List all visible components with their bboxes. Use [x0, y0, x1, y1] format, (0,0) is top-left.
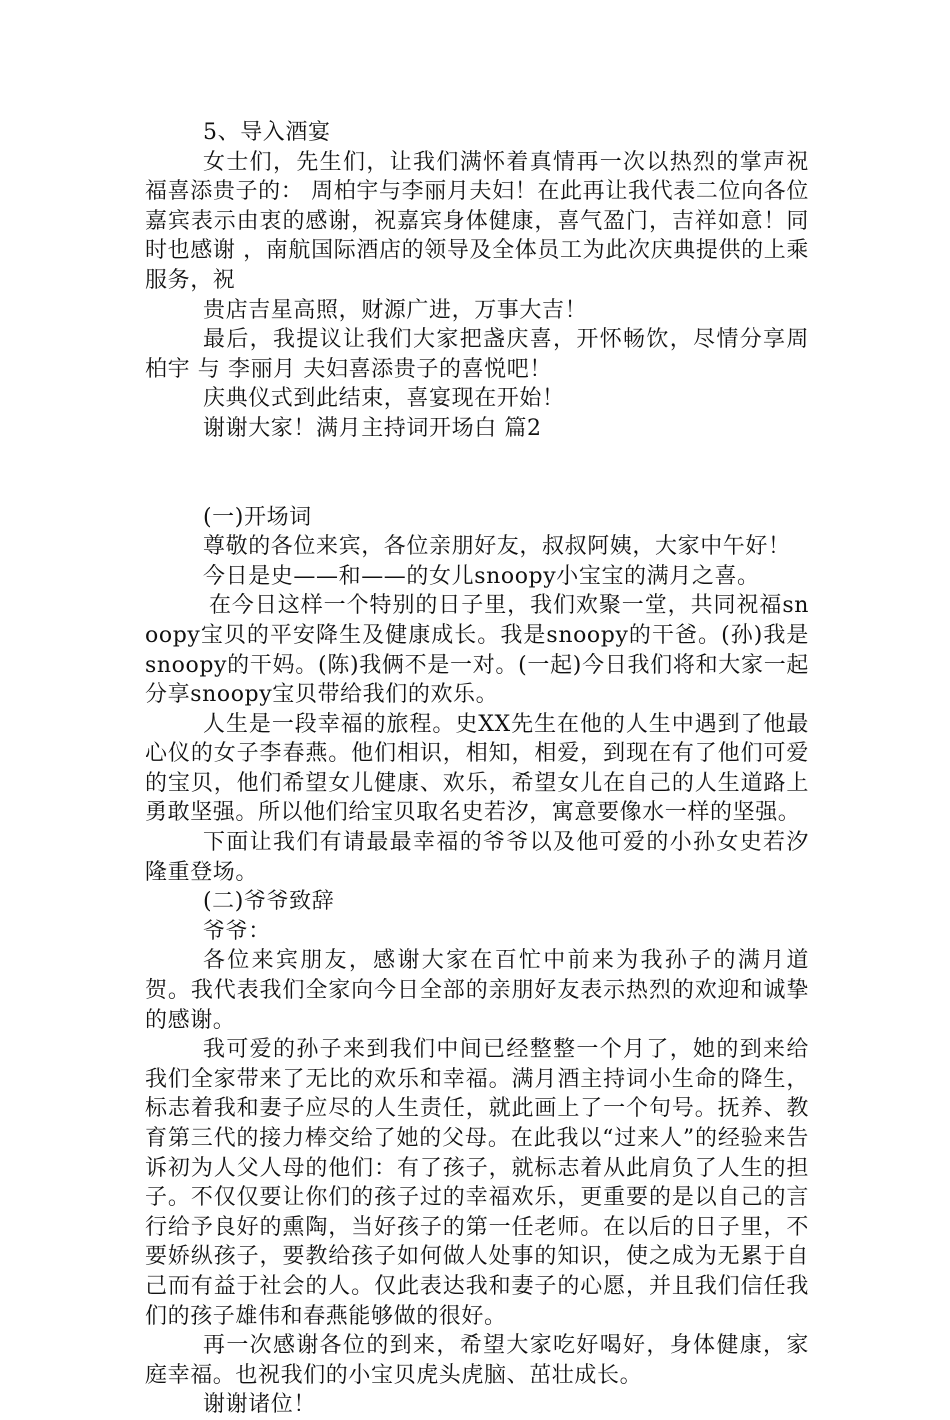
paragraph-hosts-intro: 在今日这样一个特别的日子里，我们欢聚一堂，共同祝福snoopy宝贝的平安降生及健康成长。我是snoopy的干爸。(孙)我是snoopy的干妈。(陈)我俩不是一对。(一起)今日我们将和大家一起分享snoopy宝贝带给我们的欢乐。 — [145, 593, 809, 708]
paragraph-grandchild-blessing: 我可爱的孙子来到我们中间已经整整一个月了，她的到来给我们全家带来了无比的欢乐和幸福。满月酒主持词小生命的降生，标志着我和妻子应尽的人生责任，就此画上了一个句号。抚养、教育第三代的接力棒交给了她的父母。在此我以“过来人”的经验来告诉初为人父人母的他们：有了孩子，就标志着从此肩负了人生的担子。不仅仅要让你们的孩子过的幸福欢乐，更重要的是以自己的言行给予良好的熏陶，当好孩子的第一任老师。在以后的日子里，不要娇纵孩子，要教给孩子如何做人处事的知识，使之成为无累于自己而有益于社会的人。仅此表达我和妻子的心愿，并且我们信任我们的孩子雄伟和春燕能够做的很好。 — [145, 1037, 809, 1329]
paragraph-final-toast: 最后，我提议让我们大家把盏庆喜，开怀畅饮，尽情分享周柏宇 与 李丽月 夫妇喜添贵子的喜悦吧！ — [145, 327, 809, 382]
paragraph-invite-grandpa: 下面让我们有请最最幸福的爷爷以及他可爱的小孙女史若汐隆重登场。 — [145, 830, 809, 885]
paragraph-greeting: 尊敬的各位来宾，各位亲朋好友，叔叔阿姨，大家中午好！ — [203, 534, 791, 560]
paragraph-occasion: 今日是史——和——的女儿snoopy小宝宝的满月之喜。 — [203, 563, 760, 589]
heading-grandpa-speech: (二)爷爷致辞 — [203, 889, 335, 915]
paragraph-welcome-guests: 各位来宾朋友，感谢大家在百忙中前来为我孙子的满月道贺。我代表我们全家向今日全部的亲朋好友表示热烈的欢迎和诚挚的感谢。 — [145, 948, 809, 1033]
heading-opening-words: (一)开场词 — [203, 504, 312, 530]
document-body — [145, 118, 809, 1420]
paragraph-ceremony-end: 庆典仪式到此结束，喜宴现在开始！ — [203, 386, 565, 412]
paragraph-hotel-wishes: 贵店吉星高照，财源广进，万事大吉！ — [203, 297, 588, 323]
paragraph-final-thanks: 谢谢诸位！ — [203, 1392, 317, 1418]
heading-import-banquet: 5、导入酒宴 — [203, 120, 331, 145]
paragraph-thanks-part2-title: 谢谢大家！满月主持词开场白 篇2 — [203, 415, 542, 441]
section-spacer — [145, 444, 809, 503]
paragraph-closing-wishes: 再一次感谢各位的到来，希望大家吃好喝好，身体健康，家庭幸福。也祝我们的小宝贝虎头虎脑、茁壮成长。 — [145, 1333, 809, 1388]
paragraph-blessing-toast: 女士们，先生们，让我们满怀着真情再一次以热烈的掌声祝福喜添贵子的： 周柏宇与李丽月夫妇！在此再让我代表二位向各位嘉宾表示由衷的感谢，祝嘉宾身体健康，喜气盈门，吉祥如意！同时也感谢 ，南航国际酒店的领导及全体员工为此次庆典提供的上乘服务，祝 — [145, 149, 809, 293]
paragraph-life-journey: 人生是一段幸福的旅程。史XX先生在他的人生中遇到了他最心仪的女子李春燕。他们相识，相知，相爱，到现在有了他们可爱的宝贝，他们希望女儿健康、欢乐，希望女儿在自己的人生道路上勇敢坚强。所以他们给宝贝取名史若汐，寓意要像水一样的坚强。 — [145, 711, 809, 826]
speaker-label: 爷爷： — [203, 918, 271, 944]
